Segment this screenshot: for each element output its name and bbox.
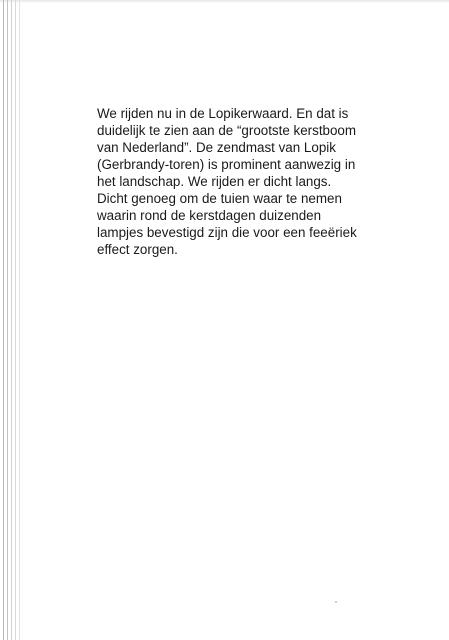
page-edge-line bbox=[3, 0, 4, 640]
paragraph-line: het landschap. We rijden er dicht langs. bbox=[97, 174, 332, 189]
paragraph-line: van Nederland”. De zendmast van Lopik bbox=[97, 140, 336, 155]
paragraph-line: lampjes bevestigd zijn die voor een feeëriek bbox=[97, 225, 357, 240]
page-edge-line bbox=[15, 0, 16, 640]
paragraph-line: effect zorgen. bbox=[97, 242, 178, 257]
page-edge-line bbox=[19, 0, 20, 640]
page-edge-line bbox=[11, 0, 12, 640]
paragraph-line: We rijden nu in de Lopikerwaard. En dat is bbox=[97, 106, 349, 121]
page-edge-line bbox=[7, 0, 8, 640]
paragraph-line: waarin rond de kerstdagen duizenden bbox=[97, 208, 322, 223]
paragraph-line: Dicht genoeg om de tuien waar te nemen bbox=[97, 191, 342, 206]
paragraph-line: (Gerbrandy-toren) is prominent aanwezig in bbox=[97, 157, 356, 172]
body-paragraph bbox=[97, 105, 397, 258]
scan-speck bbox=[335, 601, 337, 603]
paragraph-line: duidelijk te zien aan de “grootste kerstboom bbox=[97, 123, 357, 138]
top-edge-shadow bbox=[0, 0, 449, 3]
